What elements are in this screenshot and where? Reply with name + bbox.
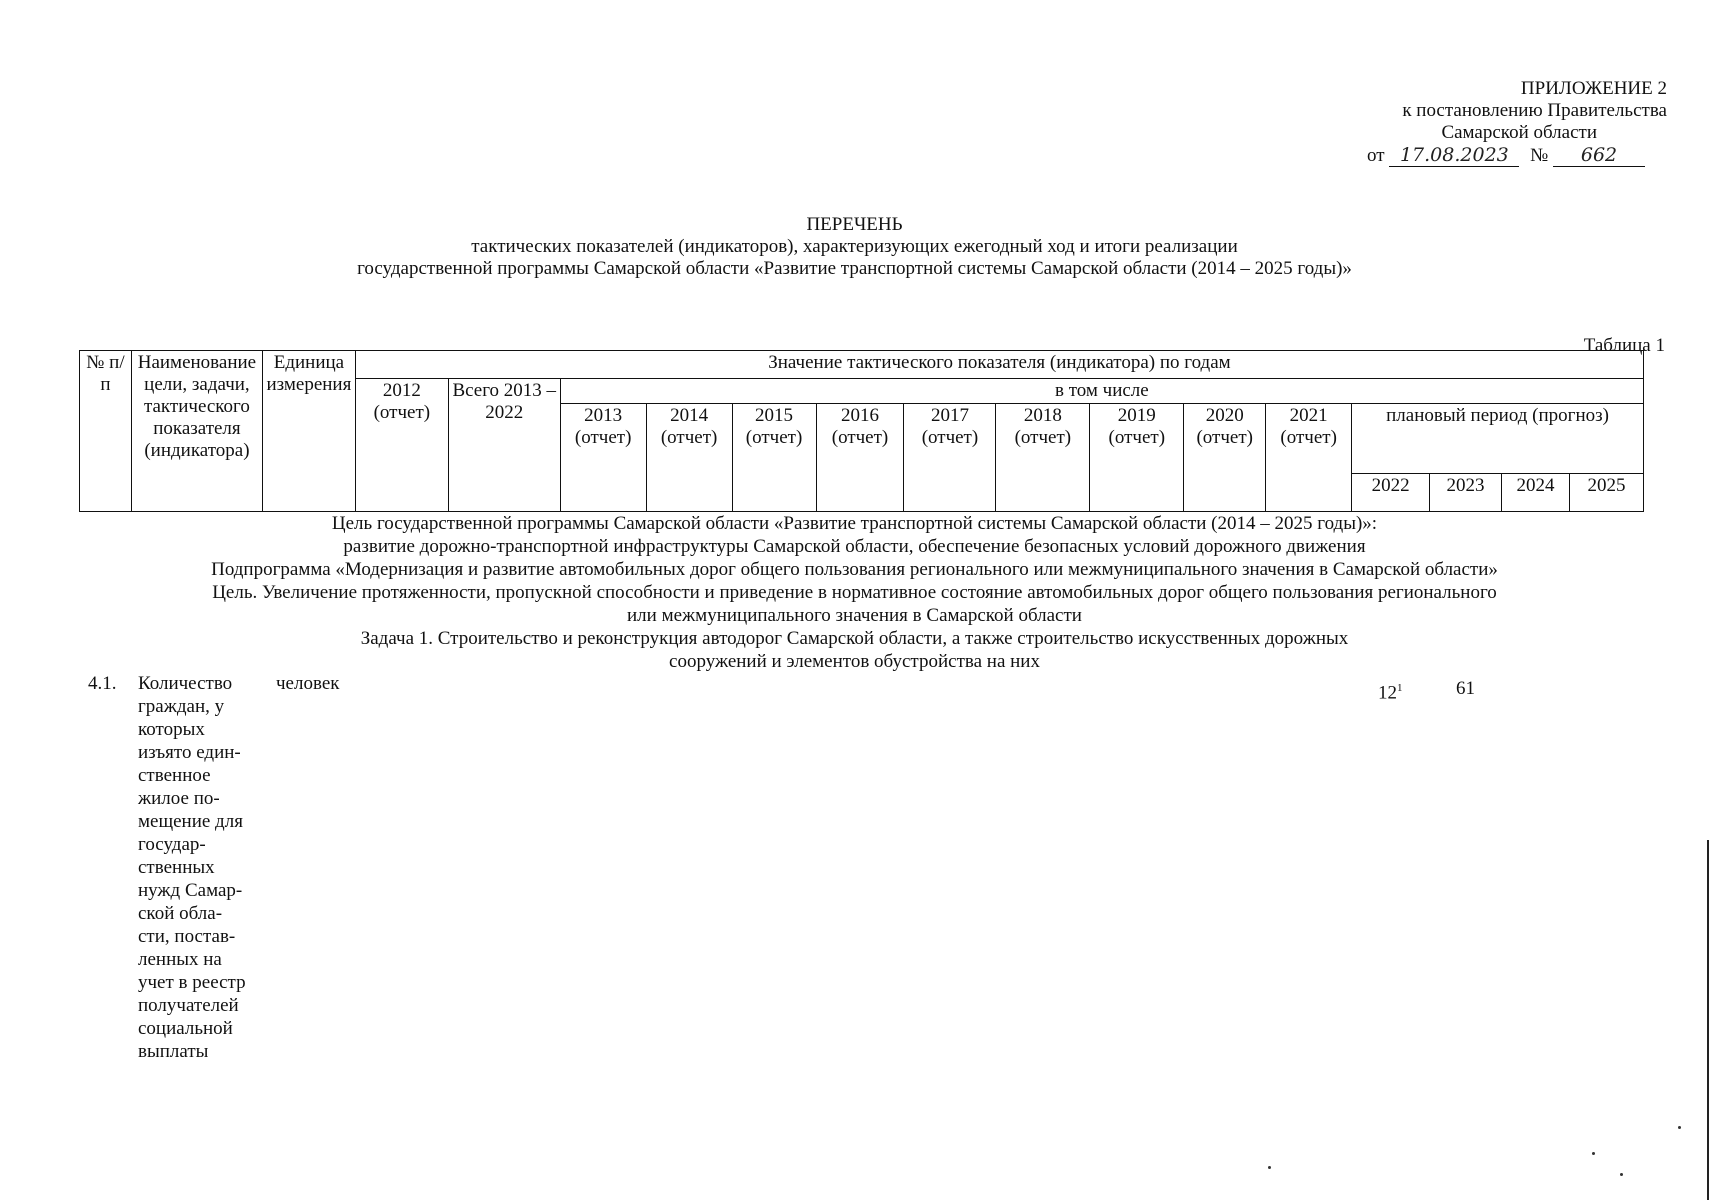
goal-line-2: развитие дорожно-транспортной инфраструктуры Самарской области, обеспечение безопасных условий дорожного движения: [343, 536, 1366, 557]
appendix-date-line: [1347, 144, 1667, 167]
header-2016: 2016 (отчет): [816, 404, 904, 512]
row-value-2022: $12^1$: [1378, 682, 1403, 704]
from-label: от: [1367, 145, 1385, 166]
header-unit: Единица измерения: [262, 351, 355, 512]
document-subtitle-2: государственной программы Самарской области «Развитие транспортной системы Самарской области (2014 – 2025 годы)»: [357, 258, 1352, 279]
header-p2025: 2025: [1569, 474, 1643, 512]
header-planned: плановый период (прогноз): [1352, 404, 1644, 474]
header-2012: 2012 (отчет): [355, 379, 448, 512]
scan-speck: [1268, 1166, 1271, 1169]
header-p2024: 2024: [1502, 474, 1570, 512]
appendix-block: [1347, 78, 1667, 167]
header-p2023: 2023: [1430, 474, 1502, 512]
row-unit: человек: [276, 673, 340, 694]
appendix-title: ПРИЛОЖЕНИЕ 2: [1520, 78, 1667, 99]
task-line-2: сооружений и элементов обустройства на них: [669, 651, 1040, 672]
header-2014: 2014 (отчет): [646, 404, 732, 512]
row-number: 4.1.: [88, 673, 117, 694]
header-p2022: 2022: [1352, 474, 1430, 512]
handwritten-date: 17.08.2023: [1389, 144, 1519, 167]
goal-line-1: Цель государственной программы Самарской области «Развитие транспортной системы Самарской области (2014 – 2025 годы)»:: [331, 513, 1378, 534]
header-values-by-year: Значение тактического показателя (индикатора) по годам: [355, 351, 1643, 379]
header-num: № п/п: [80, 351, 132, 512]
subgoal-line-2: или межмуниципального значения в Самарской области: [627, 605, 1082, 626]
number-label: №: [1530, 145, 1549, 166]
header-2019: 2019 (отчет): [1090, 404, 1184, 512]
header-2013: 2013 (отчет): [560, 404, 646, 512]
header-name: Наименование цели, задачи, тактического показателя (индикатора): [131, 351, 262, 512]
subprogram-line: Подпрограмма «Модернизация и развитие автомобильных дорог общего пользования регионального или межмуниципального значения в Самарской области»: [211, 559, 1498, 580]
header-2018: 2018 (отчет): [996, 404, 1090, 512]
document-title: ПЕРЕЧЕНЬ: [806, 214, 903, 235]
header-2017: 2017 (отчет): [904, 404, 996, 512]
document-title-block: [0, 214, 1709, 280]
handwritten-number: 662: [1553, 144, 1645, 167]
header-2015: 2015 (отчет): [732, 404, 816, 512]
header-total: Всего 2013 – 2022: [448, 379, 560, 512]
scan-speck: [1620, 1173, 1623, 1176]
goal-block: [0, 512, 1709, 673]
task-line-1: Задача 1. Строительство и реконструкция автодорог Самарской области, а также строительство искусственных дорожных: [360, 628, 1349, 649]
document-subtitle-1: тактических показателей (индикаторов), характеризующих ежегодный ход и итоги реализации: [471, 236, 1238, 257]
row-indicator-name: Количество граждан, у которых изъято един- ственное жилое по- мещение для государ- ственных нужд Самар- ской обла- сти, постав- ленных на учет в реестр получателей социальной выплаты: [138, 673, 246, 1062]
appendix-line-2: к постановлению Правительства: [1402, 100, 1667, 121]
header-2021: 2021 (отчет): [1266, 404, 1352, 512]
table-label: Таблица 1: [1583, 335, 1665, 356]
row-value-2023: 61: [1456, 678, 1475, 699]
header-2020: 2020 (отчет): [1184, 404, 1266, 512]
header-including: в том числе: [560, 379, 1643, 404]
indicator-table-header: [79, 350, 1644, 512]
footnote-mark: 1: [1397, 682, 1403, 694]
scan-speck: [1592, 1152, 1595, 1155]
scan-speck: [1678, 1126, 1681, 1129]
subgoal-line-1: Цель. Увеличение протяженности, пропускной способности и приведение в нормативное состояние автомобильных дорог общего пользования регионального: [212, 582, 1497, 603]
appendix-line-3: Самарской области: [1441, 122, 1597, 143]
